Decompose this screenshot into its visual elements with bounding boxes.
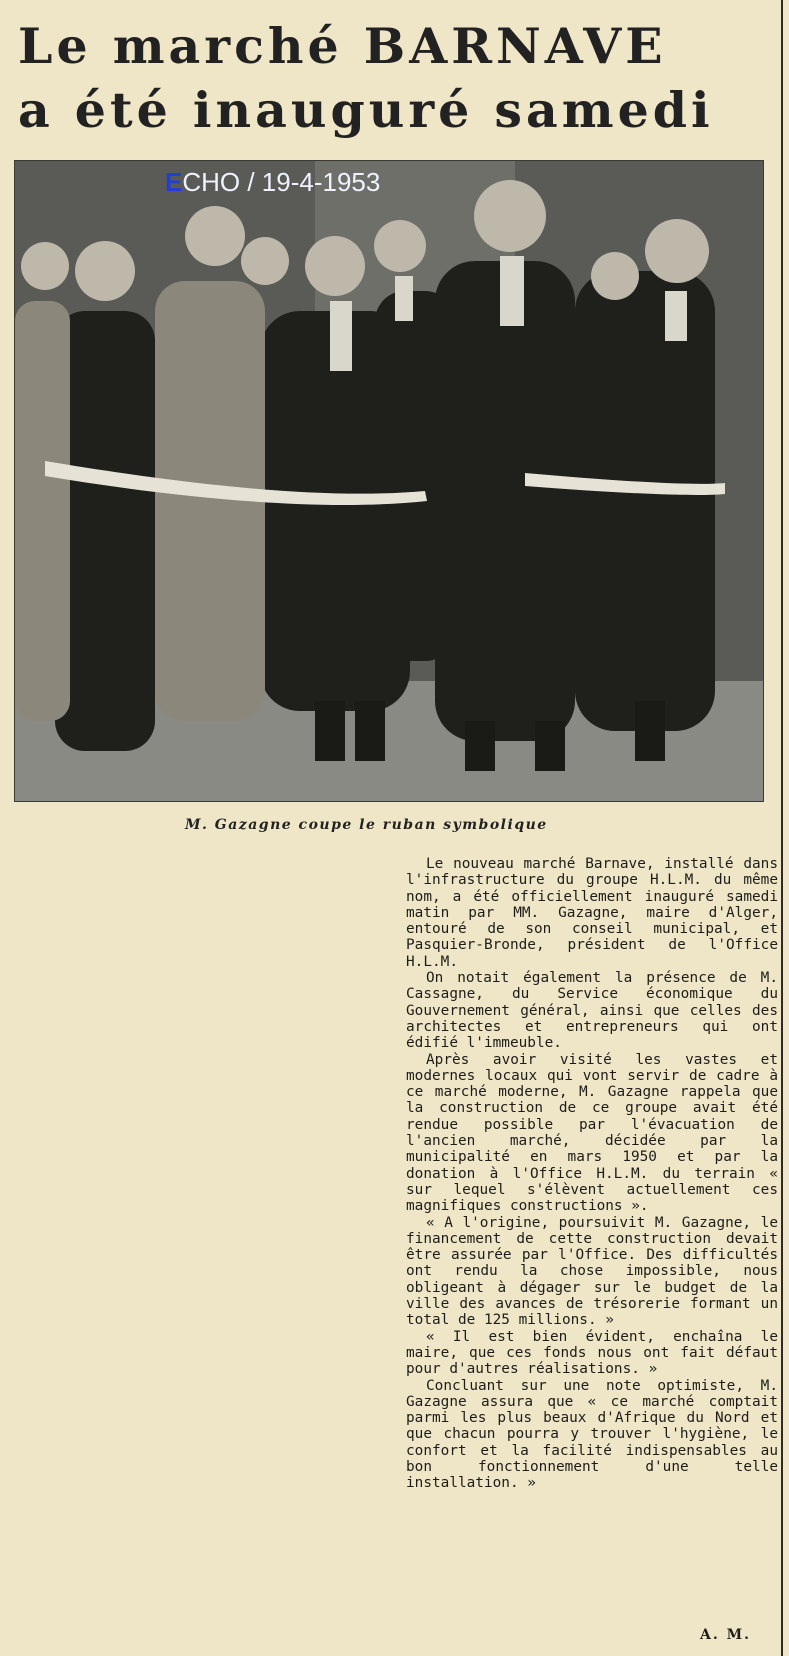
photo-caption: M. Gazagne coupe le ruban symbolique [185,817,548,833]
column-rule [781,0,783,1656]
photo-illustration [15,161,763,801]
headline [18,14,768,142]
headline-line-2: a été inauguré samedi [18,81,714,139]
headline-line-1: Le marché BARNAVE [18,17,667,75]
article-body [406,856,778,1492]
author-signature: A. M. [700,1627,751,1643]
stamp-initial: E [165,167,183,197]
paragraph: Concluant sur une note optimiste, M. Gazagne assura que « ce marché comptait parmi les plus beaux d'Afrique du Nord et que chacun pourra y trouver l'hygiène, le confort et la facilité indispensables au bon fonctionnement d'une telle installation. » [406,1377,778,1492]
paragraph: On notait également la présence de M. Cassagne, du Service économique du Gouvernement général, ainsi que celles des architectes et entrepreneurs qui ont édifié l'immeuble. [406,970,778,1052]
paragraph: « Il est bien évident, enchaîna le maire, que ces fonds nous ont fait défaut pour d'autres réalisations. » [406,1328,778,1378]
paragraph: Le nouveau marché Barnave, installé dans l'infrastructure du groupe H.L.M. du même nom, a été officiellement inauguré samedi matin par MM. Gazagne, maire d'Alger, entouré de son conseil municipal, et Pasquier-Bronde, président de l'Office H.L.M. [406,856,778,970]
news-photo [14,160,764,802]
stamp-text: CHO / 19-4-1953 [182,167,381,197]
archive-stamp [165,167,380,198]
paragraph: Après avoir visité les vastes et modernes locaux qui vont servir de cadre à ce marché moderne, M. Gazagne rappela que la construction de ce groupe avait été rendue possible par l'évacuation de l'ancien marché, décidée par la municipalité en mars 1950 et par la donation à l'Office H.L.M. du terrain « sur lequel s'élèvent actuellement ces magnifiques constructions ». [406,1051,778,1215]
paragraph: « A l'origine, poursuivit M. Gazagne, le financement de cette construction devait être assurée par l'Office. Des difficultés ont rendu la chose impossible, nous obligeant à dégager sur le budget de la ville des avances de trésorerie formant un total de 125 millions. » [406,1214,778,1329]
